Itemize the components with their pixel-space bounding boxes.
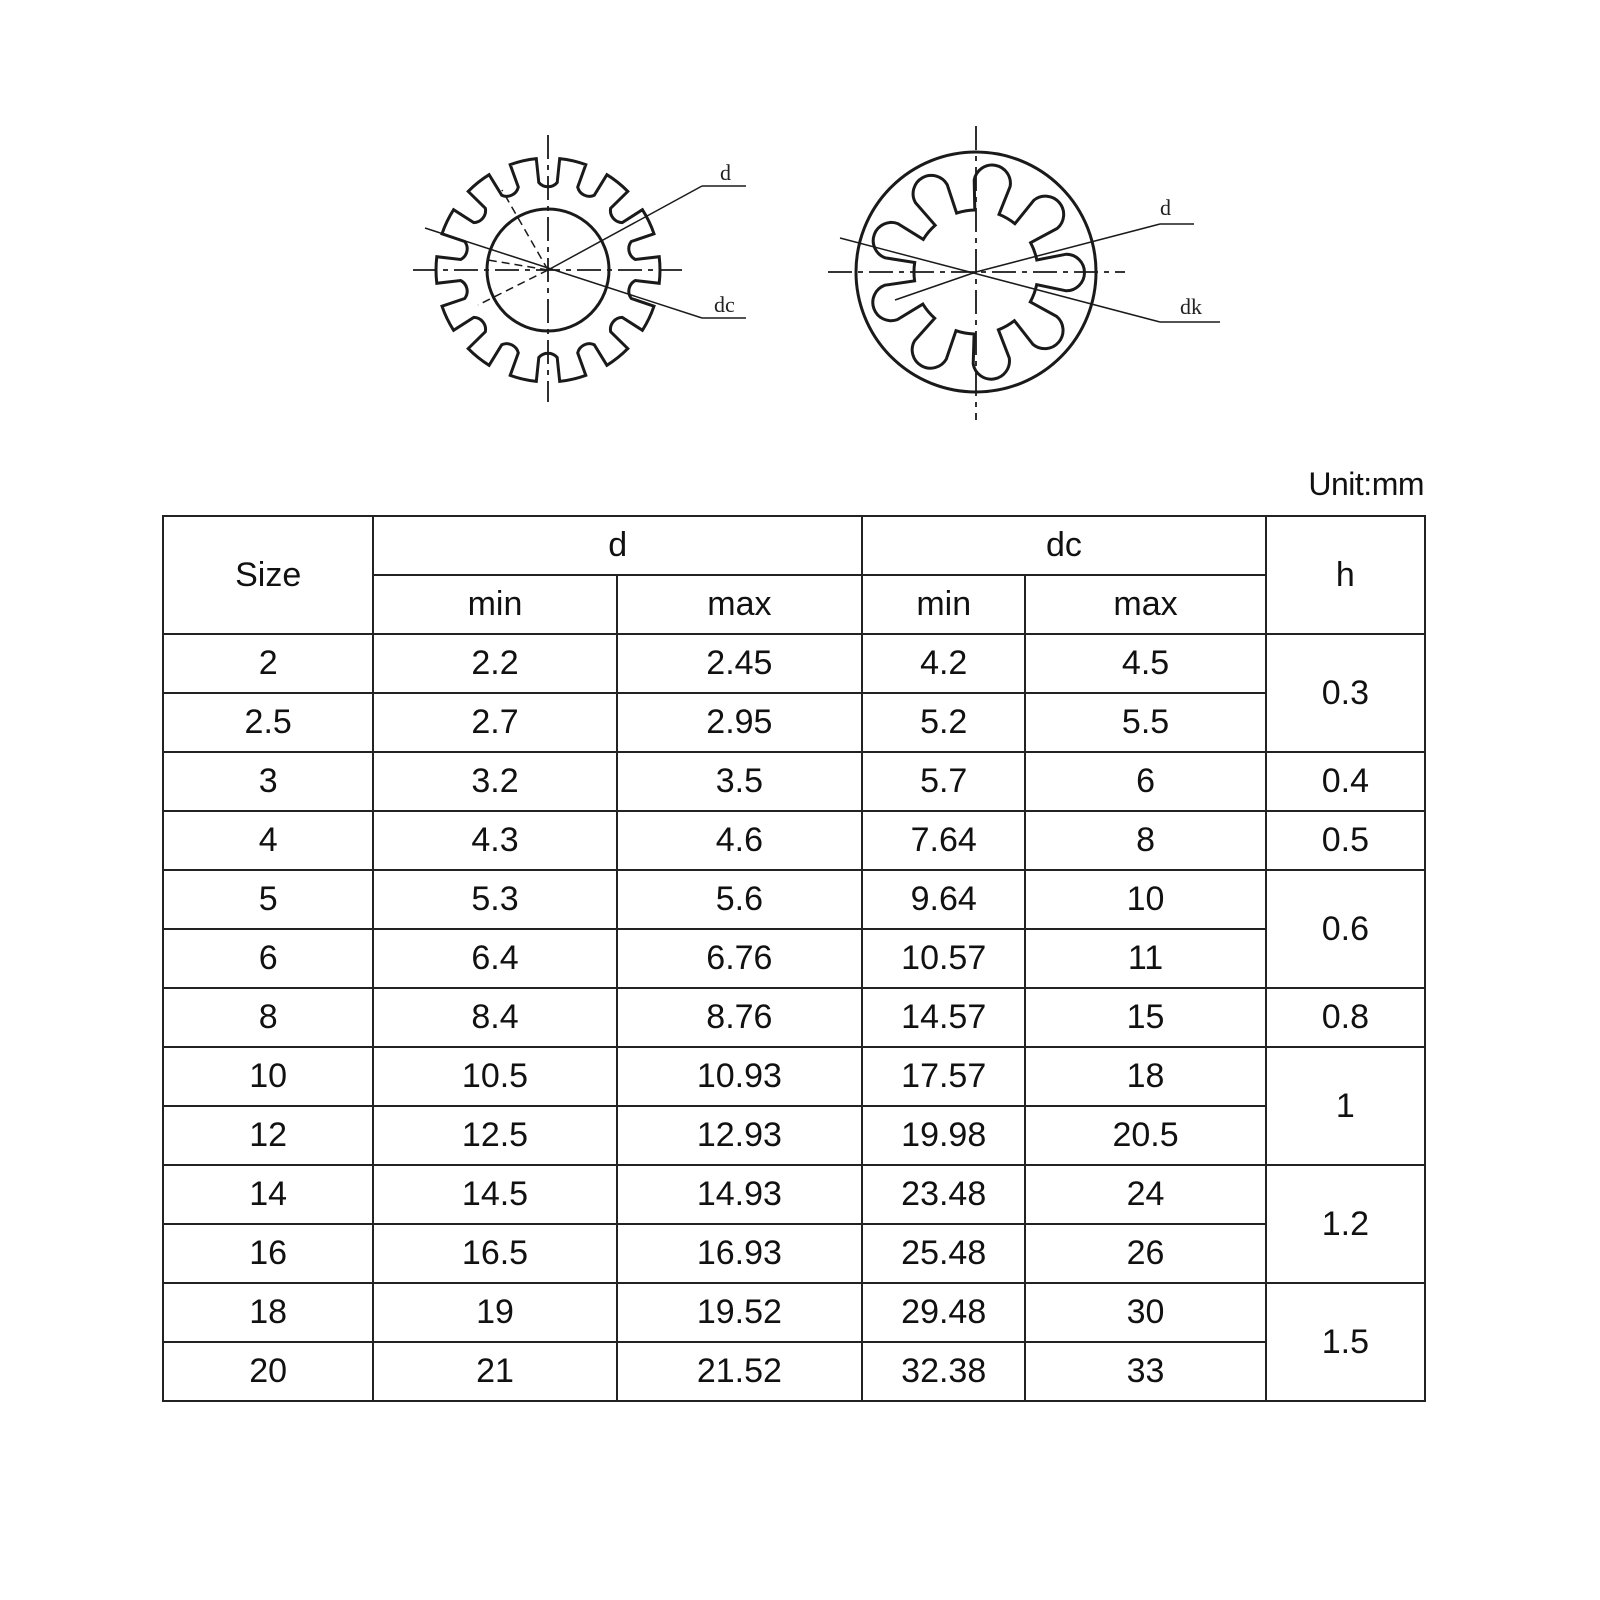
dc-min-cell: 10.57 [862,929,1025,988]
size-cell: 14 [163,1165,373,1224]
d-max-cell: 6.76 [617,929,862,988]
header-size: Size [163,516,373,634]
d-min-cell: 8.4 [373,988,616,1047]
d-max-cell: 12.93 [617,1106,862,1165]
table-row [163,988,1425,1047]
header-d-max: max [617,575,862,634]
dc-min-cell: 9.64 [862,870,1025,929]
dc-max-cell: 33 [1025,1342,1265,1401]
washer-drawings [0,0,1600,440]
dc-min-cell: 25.48 [862,1224,1025,1283]
dc-min-cell: 5.7 [862,752,1025,811]
d-min-cell: 16.5 [373,1224,616,1283]
size-cell: 3 [163,752,373,811]
table-row [163,1283,1425,1342]
table-row [163,1342,1425,1401]
table-body [163,634,1425,1401]
size-cell: 20 [163,1342,373,1401]
header-h: h [1266,516,1425,634]
h-cell: 0.3 [1266,634,1425,752]
dc-max-cell: 18 [1025,1047,1265,1106]
d-min-cell: 2.2 [373,634,616,693]
dc-max-cell: 4.5 [1025,634,1265,693]
header-d-min: min [373,575,616,634]
h-cell: 0.4 [1266,752,1425,811]
d-max-cell: 21.52 [617,1342,862,1401]
h-cell: 1 [1266,1047,1425,1165]
dc-min-cell: 17.57 [862,1047,1025,1106]
h-cell: 1.2 [1266,1165,1425,1283]
d-max-cell: 2.95 [617,693,862,752]
header-dc-max: max [1025,575,1265,634]
size-cell: 8 [163,988,373,1047]
dc-max-cell: 20.5 [1025,1106,1265,1165]
size-cell: 18 [163,1283,373,1342]
size-cell: 5 [163,870,373,929]
d-min-cell: 12.5 [373,1106,616,1165]
header-dc: dc [862,516,1266,575]
d-min-cell: 3.2 [373,752,616,811]
dc-min-cell: 14.57 [862,988,1025,1047]
h-cell: 0.6 [1266,870,1425,988]
table-row [163,1165,1425,1224]
d-min-cell: 14.5 [373,1165,616,1224]
d-max-cell: 2.45 [617,634,862,693]
dc-min-cell: 32.38 [862,1342,1025,1401]
dc-max-cell: 30 [1025,1283,1265,1342]
h-cell: 0.5 [1266,811,1425,870]
d-max-cell: 19.52 [617,1283,862,1342]
d-max-cell: 14.93 [617,1165,862,1224]
external-label-d: d [720,160,731,185]
h-cell: 1.5 [1266,1283,1425,1401]
dc-min-cell: 7.64 [862,811,1025,870]
table-row [163,634,1425,693]
internal-label-dk: dk [1180,294,1202,319]
size-cell: 6 [163,929,373,988]
d-min-cell: 6.4 [373,929,616,988]
dc-max-cell: 8 [1025,811,1265,870]
header-dc-min: min [862,575,1025,634]
dimension-table [162,515,1426,1402]
dc-max-cell: 15 [1025,988,1265,1047]
dc-min-cell: 23.48 [862,1165,1025,1224]
d-min-cell: 2.7 [373,693,616,752]
unit-label: Unit:mm [1308,466,1424,502]
h-cell: 0.8 [1266,988,1425,1047]
d-max-cell: 5.6 [617,870,862,929]
size-cell: 10 [163,1047,373,1106]
table-row [163,693,1425,752]
table-row [163,811,1425,870]
dc-min-cell: 19.98 [862,1106,1025,1165]
d-min-cell: 4.3 [373,811,616,870]
size-cell: 16 [163,1224,373,1283]
dc-max-cell: 6 [1025,752,1265,811]
header-d: d [373,516,862,575]
dc-max-cell: 24 [1025,1165,1265,1224]
table-row [163,870,1425,929]
d-max-cell: 3.5 [617,752,862,811]
dc-max-cell: 5.5 [1025,693,1265,752]
internal-tooth-washer-drawing [828,126,1220,420]
d-max-cell: 10.93 [617,1047,862,1106]
dc-max-cell: 11 [1025,929,1265,988]
dc-min-cell: 4.2 [862,634,1025,693]
size-cell: 2.5 [163,693,373,752]
d-min-cell: 19 [373,1283,616,1342]
table-row [163,929,1425,988]
d-max-cell: 8.76 [617,988,862,1047]
size-cell: 12 [163,1106,373,1165]
table-row [163,1224,1425,1283]
table-row [163,1047,1425,1106]
table-row [163,1106,1425,1165]
d-min-cell: 10.5 [373,1047,616,1106]
external-tooth-washer-drawing [413,135,746,402]
dc-max-cell: 26 [1025,1224,1265,1283]
table-row [163,752,1425,811]
internal-label-d: d [1160,195,1171,220]
d-max-cell: 4.6 [617,811,862,870]
d-max-cell: 16.93 [617,1224,862,1283]
size-cell: 2 [163,634,373,693]
dc-min-cell: 29.48 [862,1283,1025,1342]
dc-min-cell: 5.2 [862,693,1025,752]
dc-max-cell: 10 [1025,870,1265,929]
d-min-cell: 21 [373,1342,616,1401]
d-min-cell: 5.3 [373,870,616,929]
size-cell: 4 [163,811,373,870]
external-label-dc: dc [714,292,735,317]
